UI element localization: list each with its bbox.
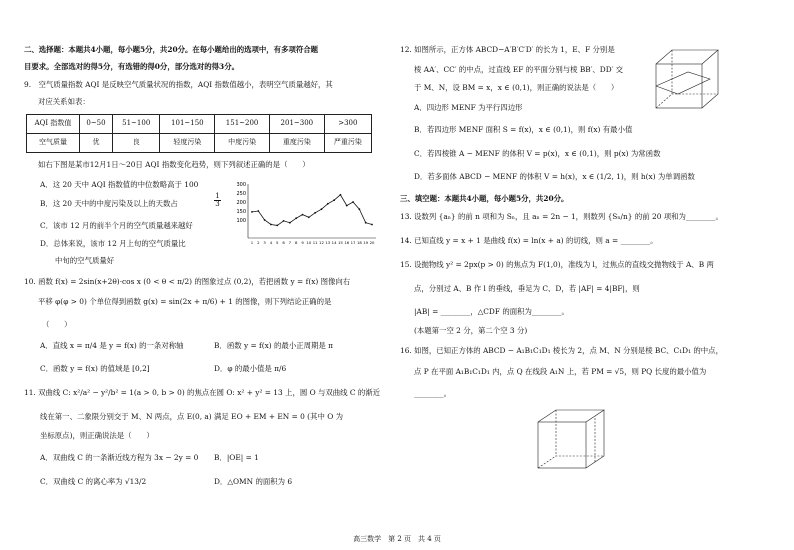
chart-data-point xyxy=(289,222,291,224)
chart-data-point xyxy=(333,199,335,201)
aqi-range-cell: 0~50 xyxy=(80,115,113,134)
q11-line-1: 11. 双曲线 C: x²/a² − y²/b² = 1(a > 0, b > 0) 的焦点在圆 O: x² + y² = 13 上，圆 O 与双曲线 C 的渐近 xyxy=(24,388,381,397)
chart-x-tick-label: 15 xyxy=(337,240,343,245)
page-footer: 高三数学 第 2 页 共 4 页 xyxy=(353,535,441,543)
chart-data-point xyxy=(314,212,316,214)
aqi-range-cell: >300 xyxy=(324,115,371,134)
q14-text: 14. 已知直线 y = x + 1 是曲线 f(x) = ln(x + a) 的切线，则 a = ________。 xyxy=(400,236,658,245)
chart-x-tick-label: 18 xyxy=(356,240,362,245)
chart-data-point xyxy=(327,203,329,205)
chart-data-point xyxy=(321,208,323,210)
aqi-range-cell: 201~300 xyxy=(269,115,324,134)
chart-x-tick-label: 16 xyxy=(344,240,350,245)
chart-y-tick-label: 250 xyxy=(236,191,246,197)
chart-x-tick-label: 6 xyxy=(282,240,285,245)
chart-x-tick-label: 2 xyxy=(257,240,260,245)
chart-x-tick-label: 17 xyxy=(350,240,356,245)
q12-line-2: 棱 AA′、CC′ 的中点，过直线 EF 的平面分别与棱 BB′、DD′ 交 xyxy=(414,65,624,74)
chart-x-tick-label: 10 xyxy=(306,240,312,245)
q10-option-c: C．函数 y = f(x) 的值域是 [0,2] xyxy=(40,364,150,373)
q10-line-2: 平移 φ(φ > 0) 个单位得到函数 g(x) = sin(2x + π/6) + 1 的图像，则下列结论正确的是 xyxy=(38,297,332,306)
aqi-level-cell: 严重污染 xyxy=(324,134,371,153)
q12-line-3: 于 M、N，设 BM = x，x ∈ (0,1)，则正确的说法是（ ） xyxy=(414,83,619,92)
q16-line-2: 点 P 在平面 A₁B₁C₁D₁ 内，点 Q 在线段 A₁N 上，若 PM = √5，则 PQ 长度的最小值为 xyxy=(414,367,707,376)
q11-option-d: D．△OMN 的面积为 6 xyxy=(214,477,293,486)
q13-text: 13. 设数列 {aₙ} 的前 n 项和为 Sₙ，且 aₙ = 2n − 1，则数列 {Sₙ/n} 的前 20 项和为________。 xyxy=(400,212,723,221)
chart-y-tick-label: 300 xyxy=(236,182,246,188)
q9-after-table: 如右下图是某市12月1日～20日 AQI 指数变化趋势，则下列叙述正确的是（ ） xyxy=(38,160,310,169)
q10-option-d: D．φ 的最小值是 π/6 xyxy=(214,364,287,373)
chart-x-tick-label: 5 xyxy=(276,240,279,245)
chart-data-point xyxy=(358,208,360,210)
aqi-level-cell: 优 xyxy=(80,134,113,153)
aqi-trend-chart xyxy=(230,178,380,246)
chart-data-point xyxy=(340,194,342,196)
chart-data-point xyxy=(264,219,266,221)
q11-option-b: B．|OE| = 1 xyxy=(214,453,259,462)
chart-x-tick-label: 19 xyxy=(363,240,369,245)
aqi-level-cell: 良 xyxy=(112,134,159,153)
q11-line-3: 坐标原点)，则正确说法是（ ） xyxy=(40,431,154,440)
aqi-table xyxy=(26,114,372,153)
q15-line-3: |AB| = ________，△CDF 的面积为________。 xyxy=(414,307,569,316)
chart-data-point xyxy=(257,210,259,212)
section2-heading-2: 目要求。全部选对的得5分，有选错的得0分，部分选对的得3分。 xyxy=(24,62,239,71)
chart-x-tick-label: 20 xyxy=(369,240,375,245)
q11-option-c: C．双曲线 C 的离心率为 √13/2 xyxy=(40,477,147,486)
q9-option-d-cont: 中旬的空气质量好 xyxy=(55,256,115,265)
chart-x-tick-label: 3 xyxy=(263,240,266,245)
q15-note: (本题第一空 2 分，第二个空 3 分) xyxy=(414,326,528,335)
q9-fraction-num: 1 xyxy=(215,192,220,200)
aqi-table-row xyxy=(27,134,372,153)
q16-line-3: ________。 xyxy=(414,389,451,398)
chart-x-tick-label: 4 xyxy=(269,240,273,245)
q12-option-d: D．若多面体 ABCD − MENF 的体积 V = h(x)，x ∈ (1/2, 1)，则 h(x) 为单调函数 xyxy=(414,172,695,181)
aqi-header-cell: 空气质量 xyxy=(27,134,80,153)
aqi-level-cell: 重度污染 xyxy=(269,134,324,153)
q9-option-a: A．这 20 天中 AQI 指数值的中位数略高于 100 xyxy=(40,180,199,189)
q12-line-1: 12. 如图所示，正方体 ABCD−A′B′C′D′ 的长为 1，E、F 分别是 xyxy=(400,45,615,54)
q10-option-a: A．直线 x = π/4 是 y = f(x) 的一条对称轴 xyxy=(40,341,184,350)
q15-line-2: 点，分别过 A、B 作 l 的垂线，垂足为 C、D，若 |AF| = 4|BF|，则 xyxy=(414,284,640,293)
aqi-range-cell: 101~150 xyxy=(160,115,215,134)
aqi-range-cell: 51~100 xyxy=(112,115,159,134)
chart-data-point xyxy=(276,225,278,227)
q9-option-b: B．这 20 天中的中度污染及以上的天数占 xyxy=(40,199,178,208)
chart-y-tick-label: 150 xyxy=(236,209,246,215)
section3-heading: 三、填空题：本题共4小题，每小题5分，共20分。 xyxy=(400,194,569,203)
q10-paren: （ ） xyxy=(42,320,72,329)
cube-figure-q16 xyxy=(530,404,616,474)
q9-option-d: D．总体来说，该市 12 月上旬的空气质量比 xyxy=(40,239,186,248)
chart-x-tick-label: 1 xyxy=(250,240,254,245)
chart-data-point xyxy=(270,224,272,226)
chart-data-point xyxy=(283,220,285,222)
q15-line-1: 15. 设抛物线 y² = 2px(p > 0) 的焦点为 F(1,0)，准线为 l，过焦点的直线交抛物线于 A、B 两 xyxy=(400,260,714,269)
q9-fraction-den: 3 xyxy=(215,200,220,208)
q11-line-2: 线在第一、二象限分别交于 M、N 两点，点 E(0, a) 满足 EO + EM + EN = 0 (其中 O 为 xyxy=(40,412,343,421)
section2-heading-1: 二、选择题：本题共4小题，每小题5分，共20分。在每小题给出的选项中，有多项符合题 xyxy=(24,45,319,54)
left-column xyxy=(18,0,390,530)
cube-figure-q12 xyxy=(648,44,724,114)
right-column xyxy=(400,0,780,530)
chart-data-point xyxy=(365,222,367,224)
chart-data-point xyxy=(251,211,253,213)
chart-y-tick-label: 100 xyxy=(236,218,246,224)
q12-option-b: B．若四边形 MENF 面积 S = f(x)，x ∈ (0,1)，则 f(x) 有最小值 xyxy=(414,125,633,134)
q10-option-b: B．函数 y = f(x) 的最小正周期是 π xyxy=(214,341,333,350)
aqi-header-cell: AQI 指数值 xyxy=(27,115,80,134)
q11-option-a: A．双曲线 C 的一条渐近线方程为 3x − 2y = 0 xyxy=(40,453,199,462)
aqi-table-row xyxy=(27,115,372,134)
q12-option-a: A．四边形 MENF 为平行四边形 xyxy=(414,103,523,112)
q9-stem-2: 对应关系如表： xyxy=(38,97,90,106)
chart-x-tick-label: 14 xyxy=(331,240,337,245)
chart-x-tick-label: 9 xyxy=(301,240,304,245)
q9-fraction xyxy=(214,193,221,208)
q9-option-c: C．该市 12 月的前半个月的空气质量越来越好 xyxy=(40,221,193,230)
chart-y-tick-label: 200 xyxy=(236,200,246,206)
chart-series-line xyxy=(252,195,372,226)
chart-data-point xyxy=(352,201,354,203)
chart-data-point xyxy=(295,217,297,219)
chart-data-point xyxy=(308,216,310,218)
q10-line-1: 10. 函数 f(x) = 2sin(x+2θ)·cos x (0 < θ < π/2) 的图象过点 (0,2)，若把函数 y = f(x) 图像向右 xyxy=(24,277,351,286)
chart-x-tick-label: 7 xyxy=(288,240,292,245)
aqi-range-cell: 151~200 xyxy=(215,115,270,134)
aqi-level-cell: 中度污染 xyxy=(215,134,270,153)
q12-option-c: C．若四棱锥 A − MENF 的体积 V = p(x)，x ∈ (0,1)，则 p(x) 为常函数 xyxy=(414,149,661,158)
chart-x-tick-label: 12 xyxy=(319,240,324,245)
chart-x-tick-label: 8 xyxy=(294,240,298,245)
chart-x-tick-label: 13 xyxy=(325,240,331,245)
q9-stem-1: 9. 空气质量指数 AQI 是反映空气质量状况的指数，AQI 指数值越小，表明空气质量越好，其 xyxy=(24,80,333,89)
chart-data-point xyxy=(302,214,304,216)
q16-line-1: 16. 如图，已知正方体的 ABCD − A₁B₁C₁D₁ 棱长为 2，点 M、N 分别是棱 BC、C₁D₁ 的中点， xyxy=(400,346,723,355)
chart-data-point xyxy=(371,224,373,226)
chart-x-tick-label: 11 xyxy=(312,240,318,245)
aqi-level-cell: 轻度污染 xyxy=(160,134,215,153)
chart-data-point xyxy=(346,205,348,207)
